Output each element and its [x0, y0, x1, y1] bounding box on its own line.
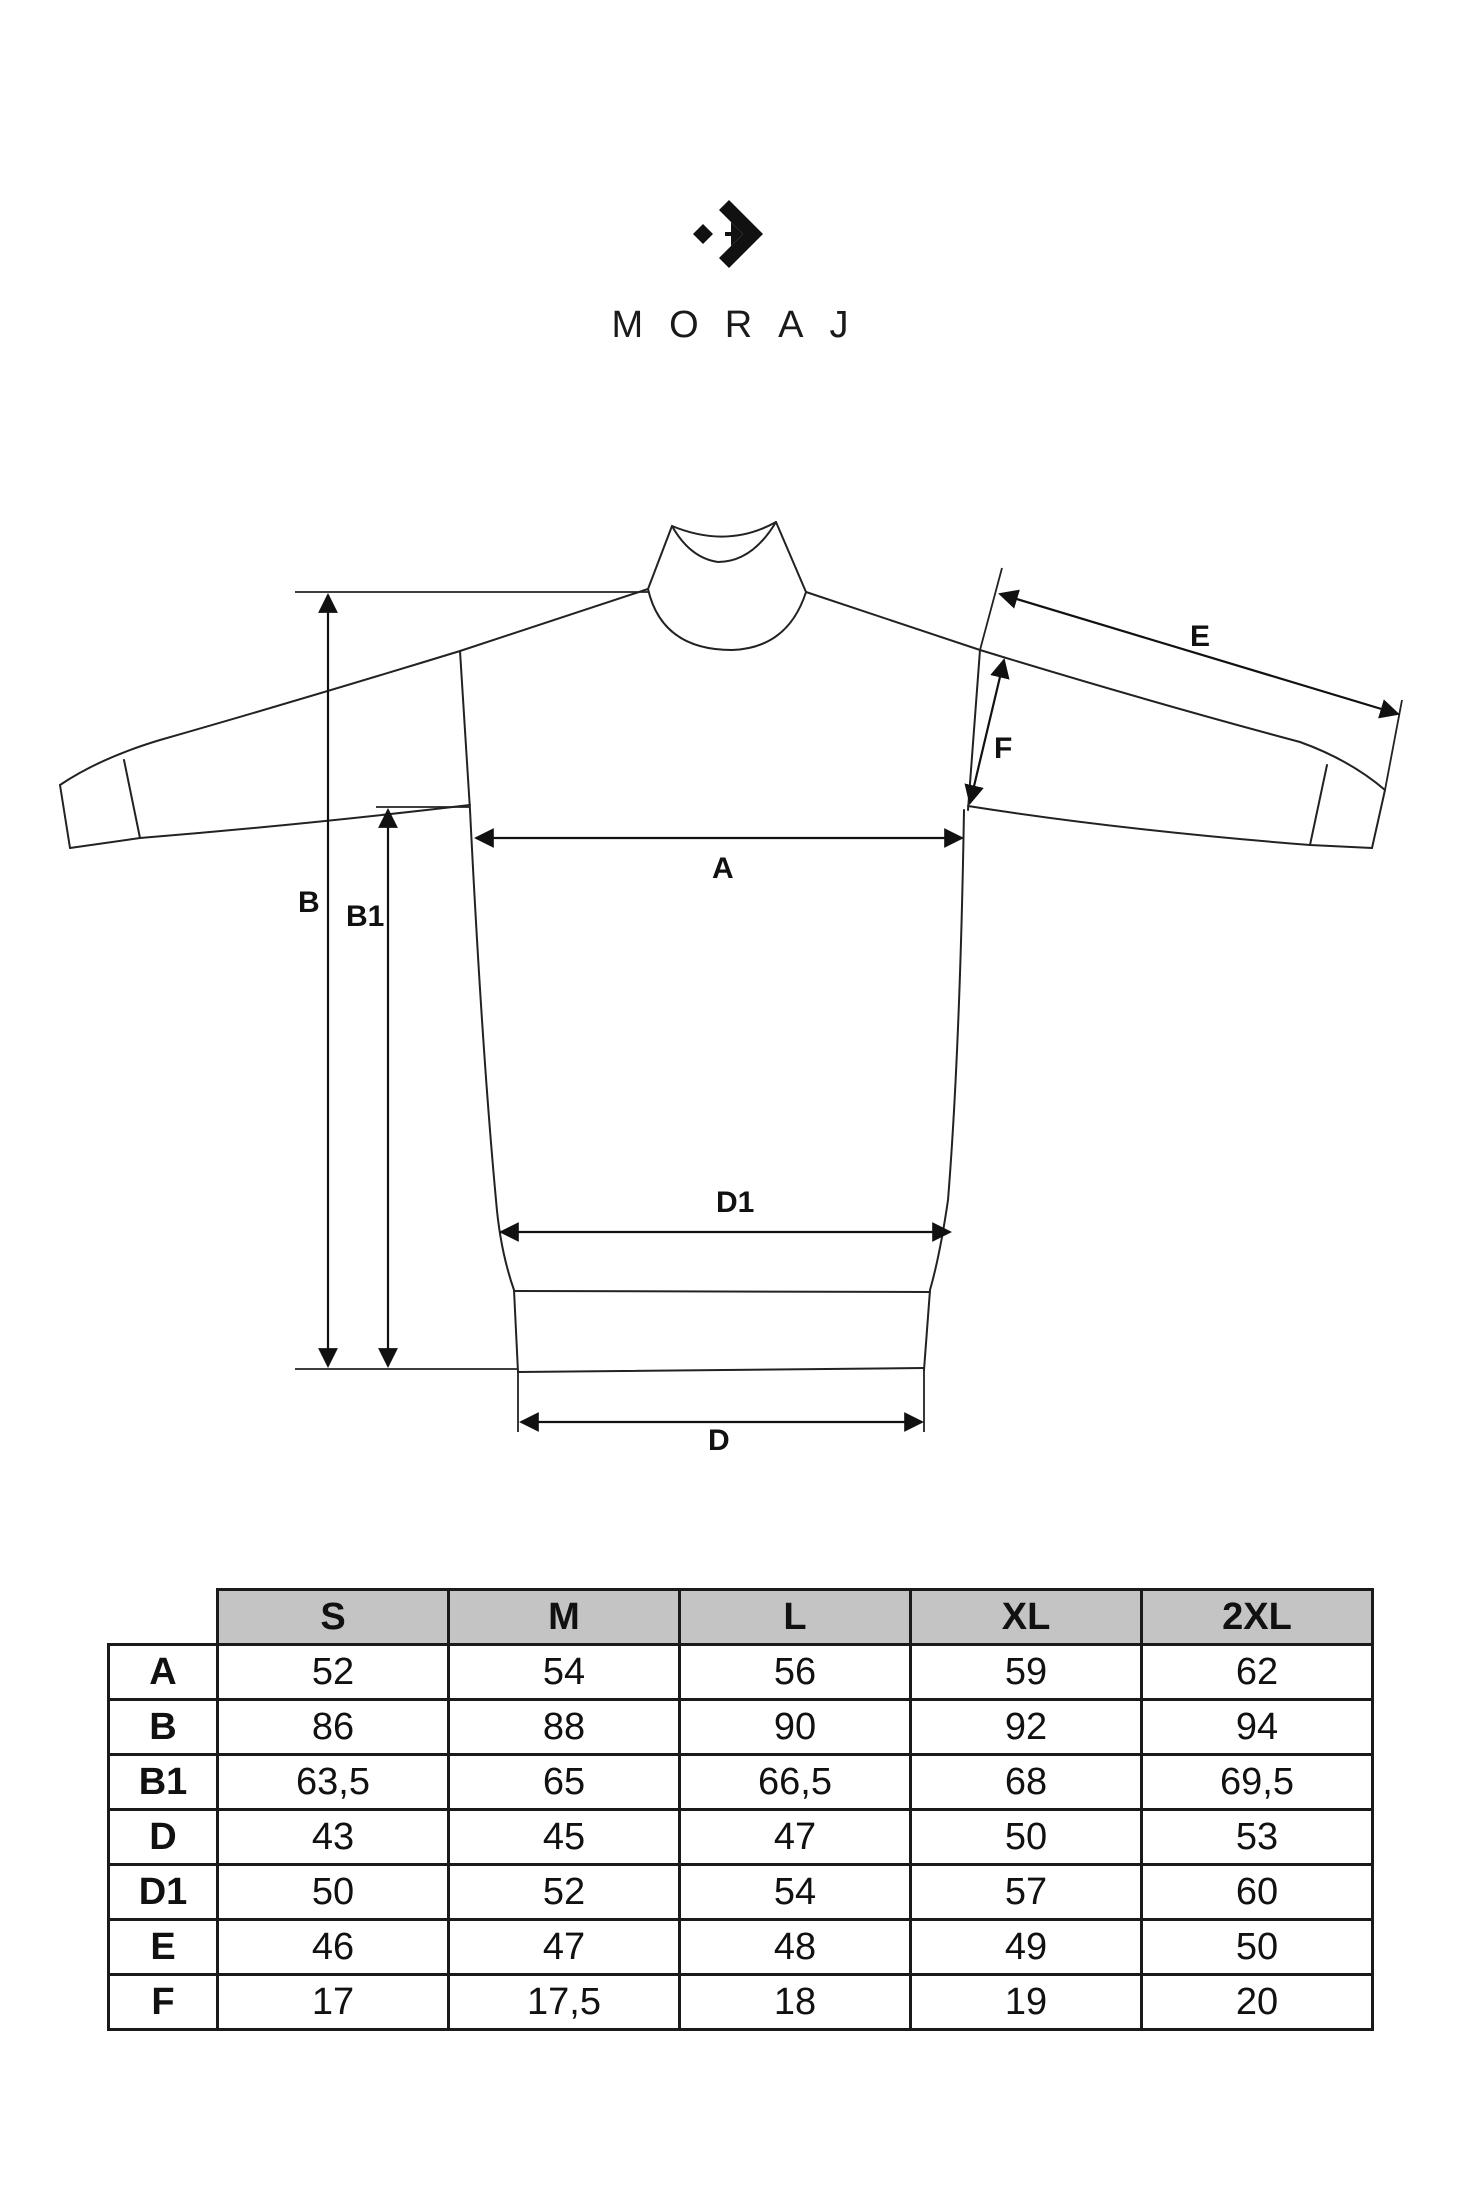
table-cell: 57: [911, 1865, 1142, 1920]
table-cell: 63,5: [218, 1755, 449, 1810]
table-cell: 46: [218, 1920, 449, 1975]
table-cell: 60: [1142, 1865, 1373, 1920]
table-cell: 18: [680, 1975, 911, 2030]
table-cell: 56: [680, 1645, 911, 1700]
table-cell: 59: [911, 1645, 1142, 1700]
left-armhole: [460, 651, 470, 810]
table-cell: 48: [680, 1920, 911, 1975]
label-E: E: [1190, 620, 1211, 653]
table-row-b: [109, 1700, 1373, 1755]
table-cell: 53: [1142, 1810, 1373, 1865]
row-label: A: [109, 1645, 218, 1700]
label-A: A: [712, 852, 734, 885]
table-cell: 86: [218, 1700, 449, 1755]
row-label: F: [109, 1975, 218, 2030]
size-header-s: S: [218, 1590, 449, 1645]
table-cell: 19: [911, 1975, 1142, 2030]
table-cell: 62: [1142, 1645, 1373, 1700]
table-cell: 50: [218, 1865, 449, 1920]
table-row-d1: [109, 1865, 1373, 1920]
hem-band-top: [514, 1291, 930, 1292]
table-cell: 45: [449, 1810, 680, 1865]
collar-outline: [648, 522, 806, 650]
table-cell: 94: [1142, 1700, 1373, 1755]
table-cell: 47: [449, 1920, 680, 1975]
table-cell: 88: [449, 1700, 680, 1755]
size-header-2xl: 2XL: [1142, 1590, 1373, 1645]
table-cell: 52: [449, 1865, 680, 1920]
right-cuff: [1310, 765, 1385, 848]
left-sleeve-top: [60, 589, 648, 785]
table-row-d: [109, 1810, 1373, 1865]
row-label: E: [109, 1920, 218, 1975]
size-table: [107, 1588, 1374, 2031]
table-cell: 52: [218, 1645, 449, 1700]
row-label: D: [109, 1810, 218, 1865]
table-cell: 66,5: [680, 1755, 911, 1810]
left-sleeve-bottom: [70, 805, 470, 848]
size-header-m: M: [449, 1590, 680, 1645]
table-corner: [109, 1590, 218, 1645]
table-cell: 92: [911, 1700, 1142, 1755]
table-cell: 50: [1142, 1920, 1373, 1975]
table-cell: 68: [911, 1755, 1142, 1810]
table-cell: 54: [680, 1865, 911, 1920]
table-cell: 69,5: [1142, 1755, 1373, 1810]
table-cell: 54: [449, 1645, 680, 1700]
table-cell: 65: [449, 1755, 680, 1810]
table-cell: 90: [680, 1700, 911, 1755]
row-label: B1: [109, 1755, 218, 1810]
arrow-E: [1000, 594, 1398, 714]
size-header-row: [109, 1590, 1373, 1645]
label-D: D: [708, 1424, 730, 1457]
table-row-a: [109, 1645, 1373, 1700]
table-cell: 49: [911, 1920, 1142, 1975]
label-B: B: [298, 886, 320, 919]
table-cell: 20: [1142, 1975, 1373, 2030]
label-D1: D1: [716, 1186, 755, 1219]
table-cell: 17: [218, 1975, 449, 2030]
body-left-side: [470, 810, 518, 1372]
table-row-e: [109, 1920, 1373, 1975]
brand-name: MORAJ: [611, 304, 875, 346]
table-cell: 50: [911, 1810, 1142, 1865]
body-right-side: [924, 810, 964, 1370]
left-cuff: [60, 760, 140, 848]
table-row-f: [109, 1975, 1373, 2030]
collar-inner: [672, 522, 776, 562]
table-row-b1: [109, 1755, 1373, 1810]
label-B1: B1: [346, 900, 385, 933]
row-label: D1: [109, 1865, 218, 1920]
table-cell: 47: [680, 1810, 911, 1865]
size-header-xl: XL: [911, 1590, 1142, 1645]
table-cell: 17,5: [449, 1975, 680, 2030]
table-cell: 43: [218, 1810, 449, 1865]
row-label: B: [109, 1700, 218, 1755]
hem-band-bottom: [518, 1368, 924, 1372]
label-F: F: [994, 732, 1013, 765]
size-header-l: L: [680, 1590, 911, 1645]
